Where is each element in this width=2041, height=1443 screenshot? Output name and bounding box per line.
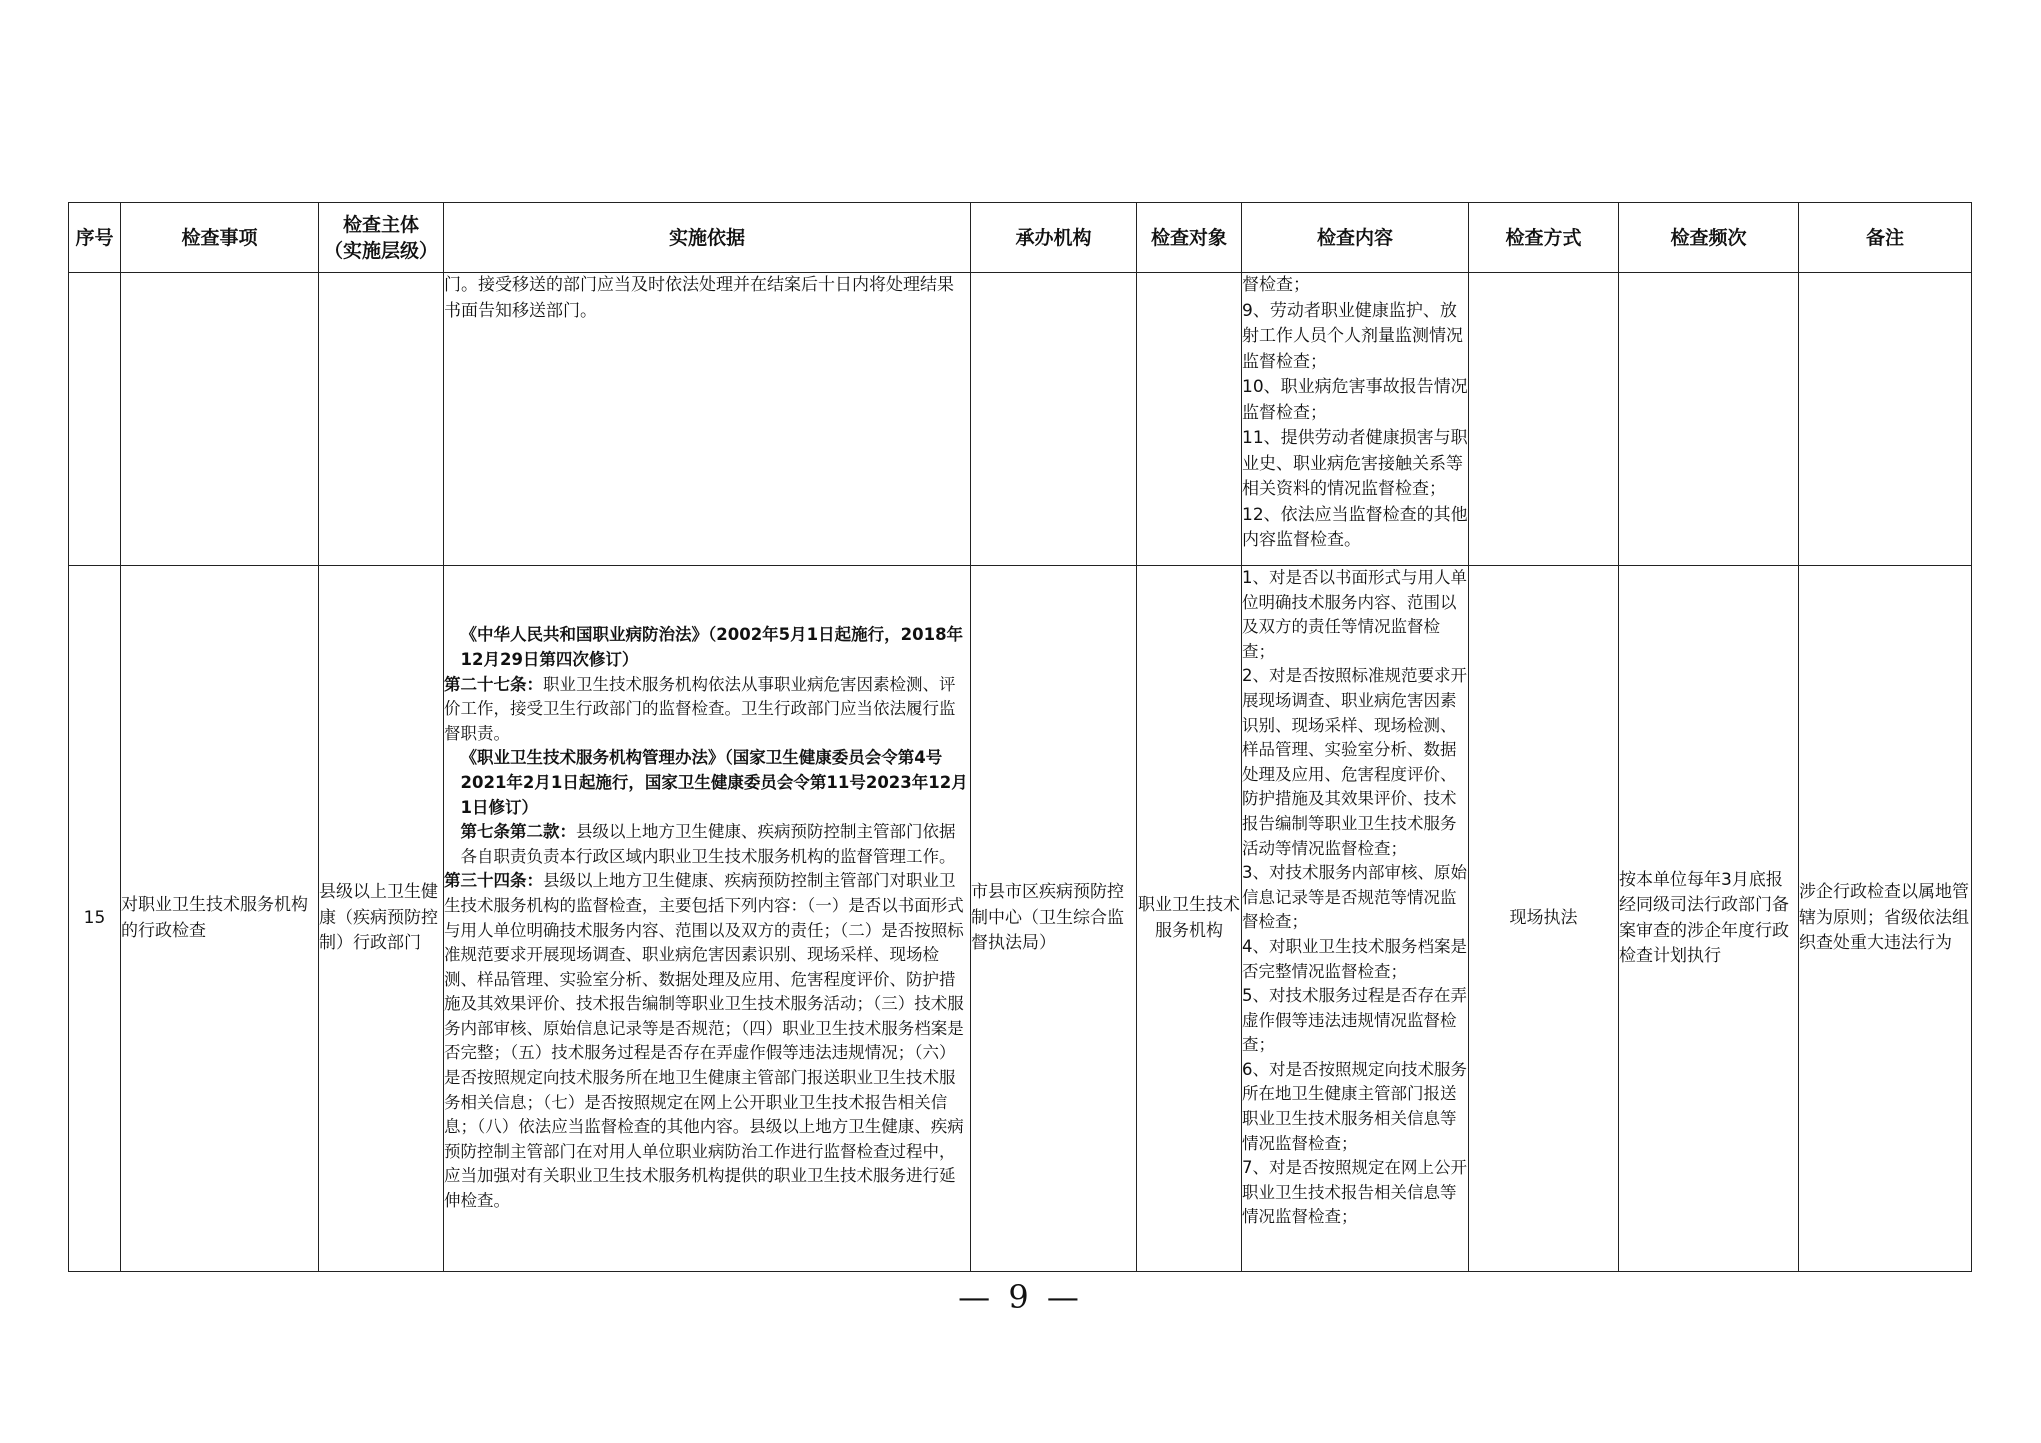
cell-content xyxy=(1242,566,1469,1272)
table-row-15 xyxy=(69,566,1972,1272)
header-row xyxy=(69,203,1972,273)
article-27-label: 第二十七条： xyxy=(444,674,543,694)
cell-item xyxy=(121,566,319,1272)
cell-seq xyxy=(69,566,121,1272)
table-row-continuation xyxy=(69,273,1972,566)
item-text: 对职业卫生技术服务机构的行政检查 xyxy=(121,895,308,941)
cell-empty xyxy=(69,273,121,566)
header-content: 检查内容 xyxy=(1242,203,1469,273)
content-line: 9、劳动者职业健康监护、放射工作人员个人剂量监测情况监督检查； xyxy=(1242,300,1463,372)
cell-frequency xyxy=(1619,566,1799,1272)
content-line: 12、依法应当监督检查的其他内容监督检查。 xyxy=(1242,504,1468,550)
content-line: 7、对是否按照规定在网上公开职业卫生技术报告相关信息等情况监督检查； xyxy=(1242,1158,1467,1227)
subject-text: 县级以上卫生健康（疾病预防控制）行政部门 xyxy=(319,882,438,954)
article-27-text: 职业卫生技术服务机构依法从事职业病危害因素检测、评价工作，接受卫生行政部门的监督检查。卫生行政部门应当依法履行监督职责。 xyxy=(444,674,956,743)
cell-subject xyxy=(319,566,444,1272)
cell-basis-continuation xyxy=(444,273,971,566)
content-line: 督检查； xyxy=(1242,275,1310,295)
inspection-table xyxy=(68,202,1972,1272)
content-line: 6、对是否按照规定向技术服务所在地卫生健康主管部门报送职业卫生技术服务相关信息等情况监督检查； xyxy=(1242,1059,1467,1153)
remark-text: 涉企行政检查以属地管辖为原则；省级依法组织查处重大违法行为 xyxy=(1799,882,1969,954)
article-34-label: 第三十四条： xyxy=(444,871,543,891)
frequency-text: 按本单位每年3月底报经同级司法行政部门备案审查的涉企年度行政检查计划执行 xyxy=(1619,869,1789,966)
cell-empty xyxy=(1137,273,1242,566)
cell-content-continuation xyxy=(1242,273,1469,566)
cell-object xyxy=(1137,566,1242,1272)
object-text: 职业卫生技术服务机构 xyxy=(1138,895,1240,941)
cell-empty xyxy=(1799,273,1972,566)
article-7-text: 县级以上地方卫生健康、疾病预防控制主管部门依据各自职责负责本行政区域内职业卫生技术服务机构的监督管理工作。 xyxy=(460,822,956,866)
cell-empty xyxy=(971,273,1137,566)
content-line: 3、对技术服务内部审核、原始信息记录等是否规范等情况监督检查； xyxy=(1242,863,1467,932)
header-agency: 承办机构 xyxy=(971,203,1137,273)
header-remark: 备注 xyxy=(1799,203,1972,273)
header-object: 检查对象 xyxy=(1137,203,1242,273)
content-line: 2、对是否按照标准规范要求开展现场调查、职业病危害因素识别、现场采样、现场检测、样品管理、实验室分析、数据处理及应用、危害程度评价、防护措施及其效果评价、技术报告编制等职业卫生技术服务活动等情况监督检查； xyxy=(1242,666,1467,858)
article-34-text: 县级以上地方卫生健康、疾病预防控制主管部门对职业卫生技术服务机构的监督检查，主要包括下列内容：（一）是否以书面形式与用人单位明确技术服务内容、范围以及双方的责任；（二）是否按照标准规范要求开展现场调查、职业病危害因素识别、现场采样、现场检测、样品管理、实验室分析、数据处理及应用、危害程度评价、防护措施及其效果评价、技术报告编制等职业卫生技术服务活动；（三）技术服务内部审核、原始信息记录等是否规范；（四）职业卫生技术服务档案是否完整；（五）技术服务过程是否存在弄虚作假等违法违规情况；（六）是否按照规定向技术服务所在地卫生健康主管部门报送职业卫生技术服务相关信息；（七）是否按照规定在网上公开职业卫生技术报告相关信息；（八）依法应当监督检查的其他内容。县级以上地方卫生健康、疾病预防控制主管部门在对用人单位职业病防治工作进行监督检查过程中，应当加强对有关职业卫生技术服务机构提供的职业卫生技术服务进行延伸检查。 xyxy=(444,871,964,1211)
content-line: 5、对技术服务过程是否存在弄虚作假等违法违规情况监督检查； xyxy=(1242,986,1467,1055)
cell-basis xyxy=(444,566,971,1272)
article-34 xyxy=(444,869,970,1213)
cell-empty xyxy=(319,273,444,566)
law-title: 《中华人民共和国职业病防治法》（2002年5月1日起施行，2018年12月29日第四次修订） xyxy=(460,625,964,669)
cell-empty xyxy=(1469,273,1619,566)
content-line: 11、提供劳动者健康损害与职业史、职业病危害接触关系等相关资料的情况监督检查； xyxy=(1242,428,1468,499)
header-subject: 检查主体 （实施层级） xyxy=(319,203,444,273)
header-item: 检查事项 xyxy=(121,203,319,273)
header-method: 检查方式 xyxy=(1469,203,1619,273)
basis-continuation-text: 门。接受移送的部门应当及时依法处理并在结案后十日内将处理结果书面告知移送部门。 xyxy=(444,275,954,321)
cell-method xyxy=(1469,566,1619,1272)
method-text: 现场执法 xyxy=(1509,907,1578,928)
cell-remark xyxy=(1799,566,1972,1272)
header-seq: 序号 xyxy=(69,203,121,273)
seq-number: 15 xyxy=(83,907,106,928)
content-line: 1、对是否以书面形式与用人单位明确技术服务内容、范围以及双方的责任等情况监督检查； xyxy=(1242,568,1467,661)
content-line: 4、对职业卫生技术服务档案是否完整情况监督检查； xyxy=(1242,936,1467,981)
cell-empty xyxy=(121,273,319,566)
article-7-label: 第七条第二款： xyxy=(460,822,576,842)
header-basis: 实施依据 xyxy=(444,203,971,273)
content-line: 10、职业病危害事故报告情况监督检查； xyxy=(1242,377,1468,423)
cell-agency xyxy=(971,566,1137,1272)
cell-empty xyxy=(1619,273,1799,566)
regulation-title: 《职业卫生技术服务机构管理办法》（国家卫生健康委员会令第4号2021年2月1日起施行，国家卫生健康委员会令第11号2023年12月1日修订） xyxy=(460,748,968,817)
agency-text: 市县市区疾病预防控制中心（卫生综合监督执法局） xyxy=(971,882,1124,954)
page-number: — 9 — xyxy=(958,1278,1083,1316)
header-frequency: 检查频次 xyxy=(1619,203,1799,273)
article-27 xyxy=(444,673,970,747)
article-7 xyxy=(444,820,970,869)
